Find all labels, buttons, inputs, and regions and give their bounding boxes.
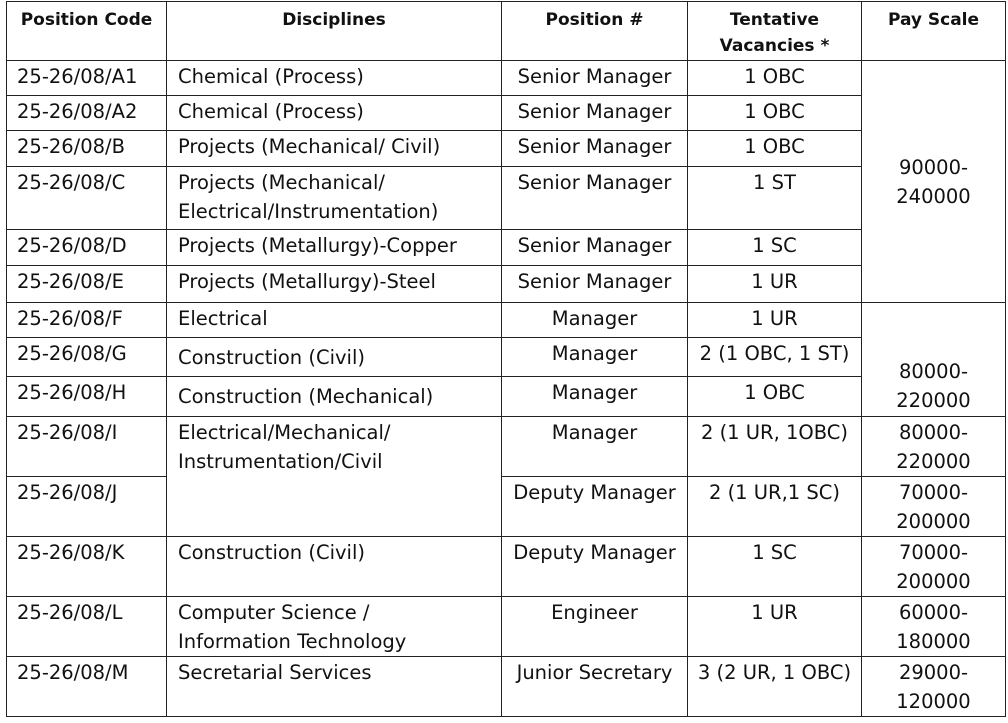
vacancies: 1 OBC [688, 131, 862, 167]
position-code: 25-26/08/J [7, 477, 167, 537]
table-row [7, 61, 1006, 96]
position-code: 25-26/08/D [7, 230, 167, 266]
position-code: 25-26/08/A1 [7, 61, 167, 96]
table-row [7, 131, 1006, 167]
vacancies: 1 OBC [688, 61, 862, 96]
table-row [7, 230, 1006, 266]
table-row [7, 266, 1006, 303]
position-code: 25-26/08/H [7, 377, 167, 417]
discipline: Construction (Mechanical) [167, 377, 502, 417]
header-pay-scale: Pay Scale [862, 2, 1006, 61]
position: Manager [502, 338, 688, 377]
vacancies: 1 UR [688, 303, 862, 338]
table-row [7, 377, 1006, 417]
position-code: 25-26/08/E [7, 266, 167, 303]
position-code: 25-26/08/A2 [7, 96, 167, 131]
discipline: Construction (Civil) [167, 537, 502, 597]
discipline: Electrical [167, 303, 502, 338]
discipline: Electrical/Mechanical/ Instrumentation/Civil [167, 417, 502, 537]
table-row [7, 96, 1006, 131]
header-row [7, 2, 1006, 61]
discipline: Projects (Mechanical/ Civil) [167, 131, 502, 167]
vacancies: 1 UR [688, 266, 862, 303]
pay-scale: 29000- 120000 [862, 657, 1006, 717]
vacancies: 2 (1 UR, 1OBC) [688, 417, 862, 477]
position-code: 25-26/08/C [7, 167, 167, 230]
discipline: Projects (Metallurgy)-Steel [167, 266, 502, 303]
position-code: 25-26/08/L [7, 597, 167, 657]
position: Deputy Manager [502, 477, 688, 537]
position: Senior Manager [502, 266, 688, 303]
position: Deputy Manager [502, 537, 688, 597]
table-row [7, 167, 1006, 230]
vacancies: 2 (1 UR,1 SC) [688, 477, 862, 537]
vacancies: 1 UR [688, 597, 862, 657]
table-row [7, 417, 1006, 477]
header-position: Position # [502, 2, 688, 61]
position: Senior Manager [502, 61, 688, 96]
table-row [7, 303, 1006, 338]
position: Senior Manager [502, 167, 688, 230]
position-code: 25-26/08/G [7, 338, 167, 377]
pay-scale: 60000- 180000 [862, 597, 1006, 657]
header-vacancies: Tentative Vacancies * [688, 2, 862, 61]
position: Manager [502, 377, 688, 417]
position: Manager [502, 303, 688, 338]
vacancies: 3 (2 UR, 1 OBC) [688, 657, 862, 717]
table-row [7, 338, 1006, 377]
discipline: Construction (Civil) [167, 338, 502, 377]
position: Manager [502, 417, 688, 477]
position-code: 25-26/08/K [7, 537, 167, 597]
position: Senior Manager [502, 230, 688, 266]
position: Senior Manager [502, 96, 688, 131]
header-position-code: Position Code [7, 2, 167, 61]
discipline: Computer Science / Information Technology [167, 597, 502, 657]
pay-scale: 70000- 200000 [862, 477, 1006, 537]
discipline: Projects (Metallurgy)-Copper [167, 230, 502, 266]
vacancy-table [6, 1, 1006, 717]
vacancies: 1 OBC [688, 377, 862, 417]
pay-scale: 80000- 220000 [862, 303, 1006, 417]
vacancies: 1 ST [688, 167, 862, 230]
vacancies: 1 SC [688, 230, 862, 266]
vacancies: 1 SC [688, 537, 862, 597]
position: Senior Manager [502, 131, 688, 167]
position: Engineer [502, 597, 688, 657]
position-code: 25-26/08/M [7, 657, 167, 717]
table-row [7, 477, 1006, 537]
pay-scale: 90000- 240000 [862, 61, 1006, 303]
pay-scale: 80000- 220000 [862, 417, 1006, 477]
position-code: 25-26/08/F [7, 303, 167, 338]
discipline: Projects (Mechanical/ Electrical/Instrumentation) [167, 167, 502, 230]
discipline: Secretarial Services [167, 657, 502, 717]
position-code: 25-26/08/B [7, 131, 167, 167]
vacancies: 2 (1 OBC, 1 ST) [688, 338, 862, 377]
position-code: 25-26/08/I [7, 417, 167, 477]
vacancies: 1 OBC [688, 96, 862, 131]
table-row [7, 537, 1006, 597]
pay-scale: 70000- 200000 [862, 537, 1006, 597]
table-row [7, 597, 1006, 657]
discipline: Chemical (Process) [167, 96, 502, 131]
discipline: Chemical (Process) [167, 61, 502, 96]
table-row [7, 657, 1006, 717]
header-disciplines: Disciplines [167, 2, 502, 61]
position: Junior Secretary [502, 657, 688, 717]
